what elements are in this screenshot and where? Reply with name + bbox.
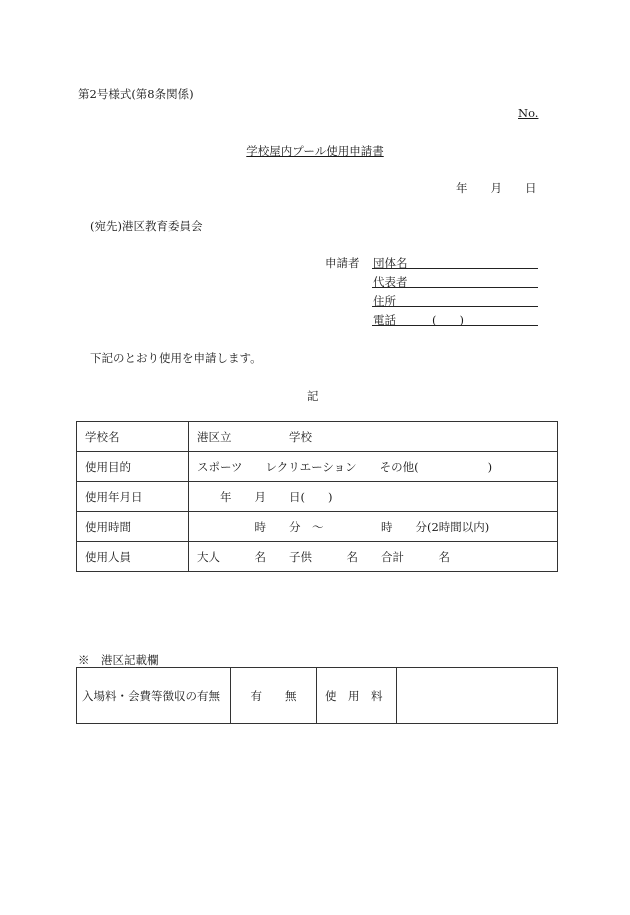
phone-parens: ( ) [432,313,464,327]
ki-heading: 記 [307,389,319,403]
phone-label: 電話 [373,313,396,327]
yes-no-options: 有 無 [231,668,317,724]
usage-fee-label: 使 用 料 [317,668,397,724]
usage-date-label: 使用年月日 [77,482,189,512]
table-row [77,668,558,724]
usage-fee-value [397,668,558,724]
table-row [77,482,558,512]
usage-time-value: 時 分 ～ 時 分(2時間以内) [189,512,558,542]
date-line: 年 月 日 [456,181,537,195]
office-use-heading: ※ 港区記載欄 [78,653,159,667]
table-row [77,542,558,572]
group-name-label: 団体名 [373,256,408,270]
representative-line [372,287,538,288]
purpose-value: スポーツ レクリエーション その他( ) [189,452,558,482]
group-name-line [372,268,538,269]
form-title: 学校屋内プール使用申請書 [246,144,384,158]
table-row [77,452,558,482]
representative-label: 代表者 [373,275,408,289]
table-row [77,512,558,542]
address-label: 住所 [373,294,396,308]
office-use-table [76,667,558,724]
usage-date-value: 年 月 日( ) [189,482,558,512]
request-text: 下記のとおり使用を申請します。 [90,351,262,365]
phone-line [372,325,538,326]
school-name-value: 港区立 学校 [189,422,558,452]
school-name-label: 学校名 [77,422,189,452]
form-number: 第2号様式(第8条関係) [78,87,194,101]
table-row [77,422,558,452]
document-number-label: No. [518,106,539,120]
addressee: (宛先)港区教育委員会 [90,219,203,233]
fee-collection-label: 入場料・会費等徴収の有無 [77,668,231,724]
address-line [372,306,538,307]
application-table [76,421,558,572]
purpose-label: 使用目的 [77,452,189,482]
attendees-value: 大人 名 子供 名 合計 名 [189,542,558,572]
attendees-label: 使用人員 [77,542,189,572]
applicant-label: 申請者 [325,256,360,270]
usage-time-label: 使用時間 [77,512,189,542]
